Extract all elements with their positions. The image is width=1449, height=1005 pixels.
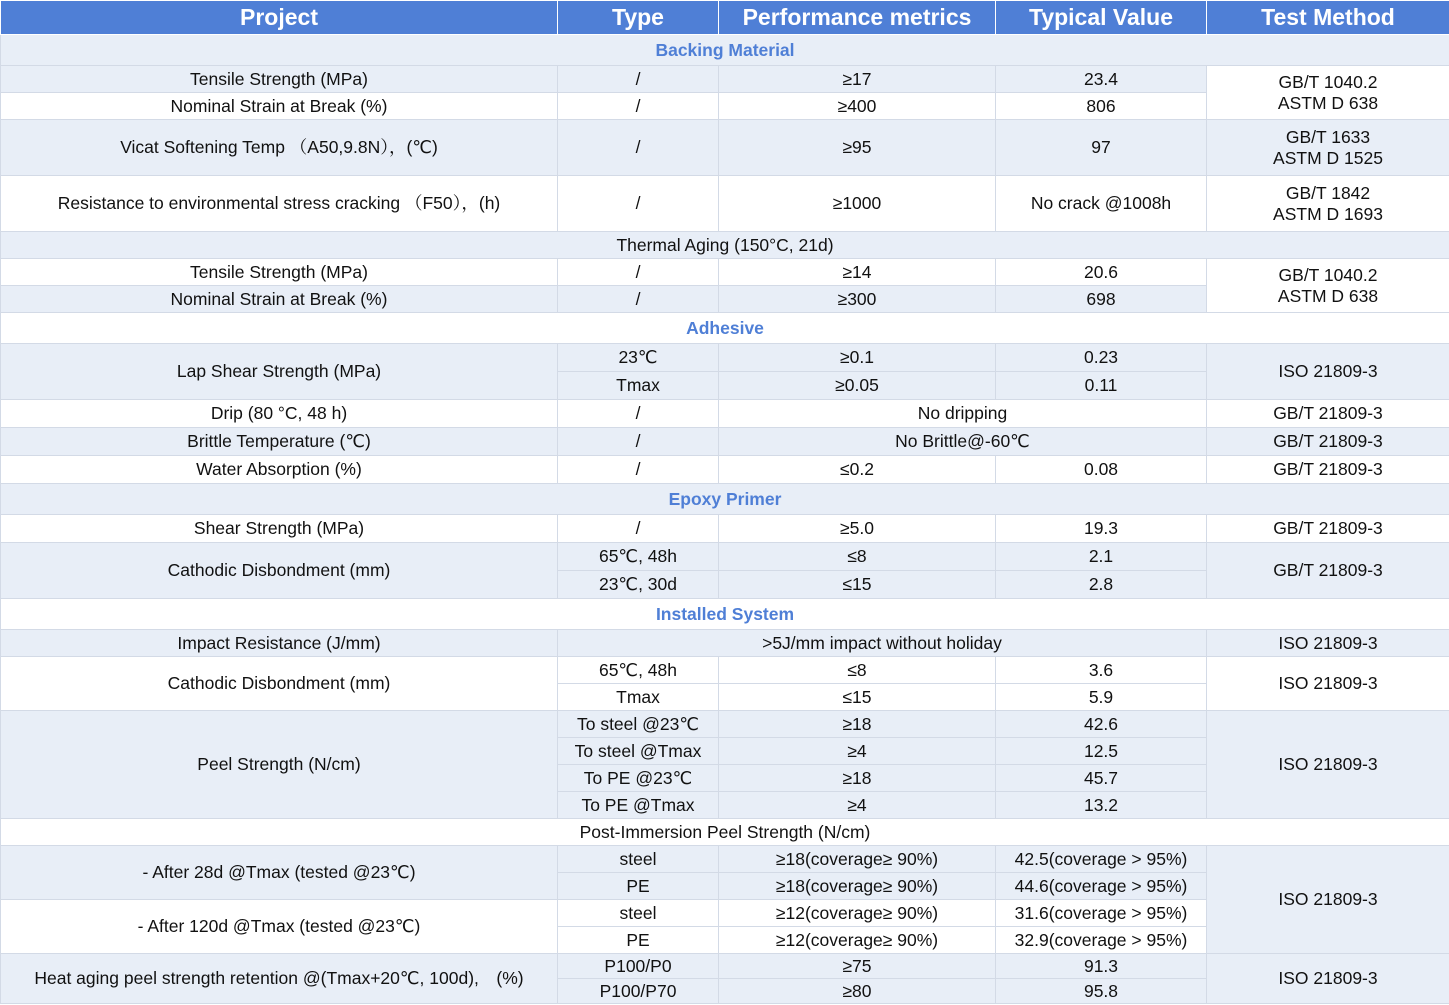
type-cell: steel xyxy=(558,846,719,873)
metric-cell: ≥4 xyxy=(719,792,996,819)
project-cell: Water Absorption (%) xyxy=(1,456,558,484)
section-row xyxy=(1,599,1449,630)
value-cell: 2.8 xyxy=(996,571,1207,599)
type-cell: / xyxy=(558,120,719,176)
metric-cell: ≥12(coverage≥ 90%) xyxy=(719,900,996,927)
header-type: Type xyxy=(558,1,719,35)
table-row xyxy=(1,846,1449,873)
section-adhesive: Adhesive xyxy=(1,313,1449,344)
project-cell: Tensile Strength (MPa) xyxy=(1,66,558,93)
method-line: ASTM D 638 xyxy=(1277,92,1379,113)
type-cell: / xyxy=(558,66,719,93)
table-row xyxy=(1,400,1449,428)
section-installed-system: Installed System xyxy=(1,599,1449,630)
method-cell: ISO 21809-3 xyxy=(1207,954,1449,1004)
project-cell: Cathodic Disbondment (mm) xyxy=(1,657,558,711)
table-row xyxy=(1,657,1449,684)
type-cell: steel xyxy=(558,900,719,927)
type-cell: / xyxy=(558,93,719,120)
type-cell: 65℃, 48h xyxy=(558,543,719,571)
type-cell: To PE @23℃ xyxy=(558,765,719,792)
project-cell: Vicat Softening Temp （A50,9.8N），(℃) xyxy=(1,120,558,176)
merged-value-cell: No Brittle@-60℃ xyxy=(719,428,1207,456)
table-row xyxy=(1,515,1449,543)
table-row xyxy=(1,66,1449,93)
metric-cell: ≥300 xyxy=(719,286,996,313)
table-row xyxy=(1,630,1449,657)
table-row xyxy=(1,543,1449,571)
method-cell: GB/T 21809-3 xyxy=(1207,456,1449,484)
type-cell: 23℃ xyxy=(558,344,719,372)
metric-cell: ≥18(coverage≥ 90%) xyxy=(719,846,996,873)
section-row xyxy=(1,484,1449,515)
merged-value-cell: >5J/mm impact without holiday xyxy=(558,630,1207,657)
value-cell: 698 xyxy=(996,286,1207,313)
header-typical-value: Typical Value xyxy=(996,1,1207,35)
method-cell: ISO 21809-3 xyxy=(1207,657,1449,711)
type-cell: Tmax xyxy=(558,372,719,400)
method-cell: ISO 21809-3 xyxy=(1207,846,1449,954)
subsection-row xyxy=(1,232,1449,259)
table-row xyxy=(1,428,1449,456)
value-cell: 97 xyxy=(996,120,1207,176)
type-cell: / xyxy=(558,428,719,456)
project-cell: Nominal Strain at Break (%) xyxy=(1,93,558,120)
value-cell: 91.3 xyxy=(996,954,1207,979)
metric-cell: ≤8 xyxy=(719,657,996,684)
project-cell: Nominal Strain at Break (%) xyxy=(1,286,558,313)
subsection-row xyxy=(1,819,1449,846)
value-cell: 12.5 xyxy=(996,738,1207,765)
value-cell: 31.6(coverage > 95%) xyxy=(996,900,1207,927)
project-cell: - After 120d @Tmax (tested @23℃) xyxy=(1,900,558,954)
method-cell xyxy=(1207,120,1449,176)
value-cell: 45.7 xyxy=(996,765,1207,792)
project-cell: Brittle Temperature (℃) xyxy=(1,428,558,456)
value-cell: 3.6 xyxy=(996,657,1207,684)
project-cell: Cathodic Disbondment (mm) xyxy=(1,543,558,599)
metric-cell: ≥4 xyxy=(719,738,996,765)
type-cell: P100/P0 xyxy=(558,954,719,979)
type-cell: / xyxy=(558,259,719,286)
method-cell: GB/T 21809-3 xyxy=(1207,543,1449,599)
value-cell: 42.5(coverage > 95%) xyxy=(996,846,1207,873)
value-cell: 42.6 xyxy=(996,711,1207,738)
type-cell: To steel @23℃ xyxy=(558,711,719,738)
type-cell: / xyxy=(558,456,719,484)
value-cell: 32.9(coverage > 95%) xyxy=(996,927,1207,954)
type-cell: / xyxy=(558,286,719,313)
metric-cell: ≤0.2 xyxy=(719,456,996,484)
type-cell: To PE @Tmax xyxy=(558,792,719,819)
metric-cell: ≥400 xyxy=(719,93,996,120)
metric-cell: ≥5.0 xyxy=(719,515,996,543)
type-cell: PE xyxy=(558,873,719,900)
type-cell: P100/P70 xyxy=(558,979,719,1004)
value-cell: 13.2 xyxy=(996,792,1207,819)
metric-cell: ≥18 xyxy=(719,711,996,738)
project-cell: Tensile Strength (MPa) xyxy=(1,259,558,286)
method-line: ASTM D 1525 xyxy=(1273,147,1383,168)
metric-cell: ≥75 xyxy=(719,954,996,979)
type-cell: / xyxy=(558,400,719,428)
value-cell: 0.08 xyxy=(996,456,1207,484)
value-cell: 2.1 xyxy=(996,543,1207,571)
type-cell: 23℃, 30d xyxy=(558,571,719,599)
project-cell: Lap Shear Strength (MPa) xyxy=(1,344,558,400)
table-row xyxy=(1,176,1449,232)
header-test-method: Test Method xyxy=(1207,1,1449,35)
header-project: Project xyxy=(1,1,558,35)
subsection-thermal-aging: Thermal Aging (150°C, 21d) xyxy=(1,232,1449,259)
value-cell: No crack @1008h xyxy=(996,176,1207,232)
header-metrics: Performance metrics xyxy=(719,1,996,35)
table-row xyxy=(1,954,1449,979)
metric-cell: ≥1000 xyxy=(719,176,996,232)
project-cell: Drip (80 °C, 48 h) xyxy=(1,400,558,428)
type-cell: PE xyxy=(558,927,719,954)
metric-cell: ≤8 xyxy=(719,543,996,571)
metric-cell: ≤15 xyxy=(719,571,996,599)
header-row xyxy=(1,1,1449,35)
method-cell: ISO 21809-3 xyxy=(1207,711,1449,819)
metric-cell: ≥80 xyxy=(719,979,996,1004)
type-cell: 65℃, 48h xyxy=(558,657,719,684)
section-epoxy-primer: Epoxy Primer xyxy=(1,484,1449,515)
metric-cell: ≤15 xyxy=(719,684,996,711)
method-line: GB/T 1633 xyxy=(1285,127,1371,148)
section-row xyxy=(1,313,1449,344)
value-cell: 5.9 xyxy=(996,684,1207,711)
method-cell: GB/T 21809-3 xyxy=(1207,515,1449,543)
table-row xyxy=(1,259,1449,286)
method-cell xyxy=(1207,259,1449,313)
method-line: ASTM D 1693 xyxy=(1273,203,1383,224)
project-cell: - After 28d @Tmax (tested @23℃) xyxy=(1,846,558,900)
value-cell: 806 xyxy=(996,93,1207,120)
section-backing-material: Backing Material xyxy=(1,35,1449,66)
metric-cell: ≥18 xyxy=(719,765,996,792)
metric-cell: ≥18(coverage≥ 90%) xyxy=(719,873,996,900)
method-line: GB/T 1842 xyxy=(1285,183,1371,204)
subsection-post-immersion: Post-Immersion Peel Strength (N/cm) xyxy=(1,819,1449,846)
metric-cell: ≥17 xyxy=(719,66,996,93)
type-cell: / xyxy=(558,176,719,232)
method-cell: GB/T 21809-3 xyxy=(1207,428,1449,456)
value-cell: 44.6(coverage > 95%) xyxy=(996,873,1207,900)
metric-cell: ≥12(coverage≥ 90%) xyxy=(719,927,996,954)
method-cell: ISO 21809-3 xyxy=(1207,630,1449,657)
project-cell: Heat aging peel strength retention @(Tmax+20℃, 100d), (%) xyxy=(1,954,558,1004)
method-cell xyxy=(1207,176,1449,232)
table-row xyxy=(1,711,1449,738)
method-line: GB/T 1040.2 xyxy=(1278,265,1378,286)
metric-cell: ≥0.1 xyxy=(719,344,996,372)
method-cell xyxy=(1207,66,1449,120)
type-cell: / xyxy=(558,515,719,543)
value-cell: 19.3 xyxy=(996,515,1207,543)
value-cell: 95.8 xyxy=(996,979,1207,1004)
table-row xyxy=(1,344,1449,372)
method-line: ASTM D 638 xyxy=(1277,285,1379,306)
type-cell: To steel @Tmax xyxy=(558,738,719,765)
project-cell: Shear Strength (MPa) xyxy=(1,515,558,543)
type-cell: Tmax xyxy=(558,684,719,711)
merged-value-cell: No dripping xyxy=(719,400,1207,428)
value-cell: 20.6 xyxy=(996,259,1207,286)
method-cell: ISO 21809-3 xyxy=(1207,344,1449,400)
project-cell: Resistance to environmental stress cracking （F50），(h) xyxy=(1,176,558,232)
metric-cell: ≥95 xyxy=(719,120,996,176)
section-row xyxy=(1,35,1449,66)
method-cell: GB/T 21809-3 xyxy=(1207,400,1449,428)
project-cell: Peel Strength (N/cm) xyxy=(1,711,558,819)
table-row xyxy=(1,120,1449,176)
table-row xyxy=(1,456,1449,484)
metric-cell: ≥0.05 xyxy=(719,372,996,400)
value-cell: 0.11 xyxy=(996,372,1207,400)
method-line: GB/T 1040.2 xyxy=(1278,72,1378,93)
project-cell: Impact Resistance (J/mm) xyxy=(1,630,558,657)
value-cell: 0.23 xyxy=(996,344,1207,372)
value-cell: 23.4 xyxy=(996,66,1207,93)
metric-cell: ≥14 xyxy=(719,259,996,286)
